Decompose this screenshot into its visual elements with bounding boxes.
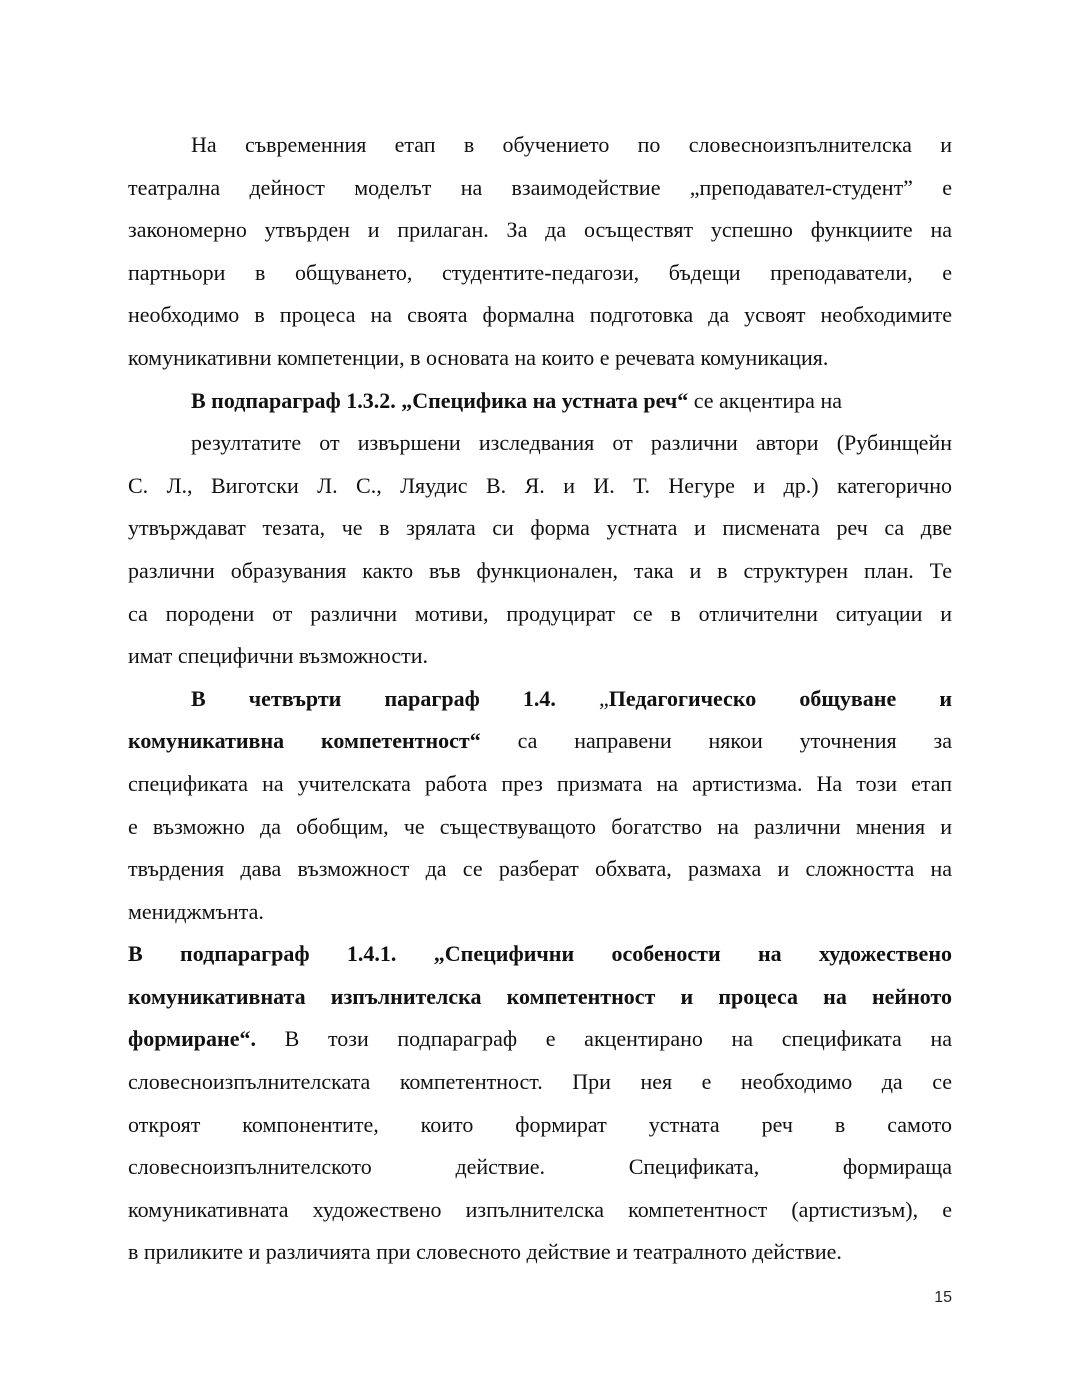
text-run: В този подпараграф е акцентирано на спецификата на [255, 1026, 952, 1052]
text-line: е възможно да обобщим, че съществуващото богатство на различни мнения и [128, 813, 952, 839]
text-line: С. Л., Виготски Л. С., Ляудис В. Я. и И. Т. Негуре и др.) категорично [128, 472, 952, 498]
text-line: словесноизпълнителското действие. Спецификата, формираща [128, 1154, 952, 1180]
subsection-heading: комуникативната изпълнителска компетентност и процеса на нейното [128, 983, 952, 1009]
subsection-heading: В подпараграф 1.4.1. „Специфични особености на художествено [128, 941, 952, 967]
text-line: утвърждават тезата, че в зрялата си форма устната и писмената реч са две [128, 515, 952, 541]
text-line: резултатите от извършени изследвания от различни автори (Рубинщейн [191, 430, 952, 456]
text-run: „ [555, 685, 609, 711]
text-line: На съвременния етап в обучението по словесноизпълнителска и [191, 132, 952, 157]
text-run: се акцентира на [688, 387, 842, 413]
text-line: имат специфични възможности. [128, 643, 428, 669]
paragraph-3 [128, 678, 952, 934]
text-line: комуникативни компетенции, в основата на които е речевата комуникация. [128, 344, 829, 370]
text-line: комуникативната художествено изпълнителска компетентност (артистизъм), е [128, 1196, 952, 1222]
section-heading: В четвърти параграф 1.4. [191, 685, 556, 711]
page-number: 15 [934, 1289, 952, 1306]
text-line: закономерно утвърден и прилаган. За да осъществят успешно функциите на [128, 217, 952, 243]
text-line: спецификата на учителската работа през призмата на артистизма. На този етап [128, 770, 952, 796]
text-line: твърдения дава възможност да се разберат обхвата, размаха и сложността на [128, 856, 952, 882]
text-run: са направени някои уточнения за [480, 728, 952, 754]
text-line: партньори в общуването, студентите-педагози, бъдещи преподаватели, е [128, 259, 952, 285]
text-line: в приликите и различията при словесното действие и театралното действие. [128, 1239, 842, 1265]
text-line: различни образувания както във функционален, така и в структурен план. Те [128, 557, 952, 583]
subsection-heading-line [128, 933, 952, 976]
section-heading-line [128, 720, 952, 763]
section-heading-title: Педагогическо общуване и [608, 685, 952, 711]
text-line: са породени от различни мотиви, продуцират се в отличителни ситуации и [128, 600, 952, 626]
section-heading-title: комуникативна компетентност“ [128, 728, 481, 754]
subsection-heading: В подпараграф 1.3.2. „Специфика на устната реч“ [191, 387, 689, 413]
text-line: словесноизпълнителската компетентност. При нея е необходимо да се [128, 1069, 952, 1095]
subsection-heading-line [128, 1018, 952, 1061]
body-text [128, 124, 952, 1274]
paragraph-4 [128, 933, 952, 1274]
text-line: мениджмънта. [128, 898, 264, 924]
subsection-heading: формиране“. [128, 1026, 256, 1052]
text-line: театрална дейност моделът на взаимодействие „преподавател-студент” е [128, 174, 952, 200]
paragraph-2 [128, 380, 952, 678]
paragraph-1 [128, 124, 952, 380]
text-line: откроят компонентите, които формират устната реч в самото [128, 1111, 952, 1137]
section-heading-line [128, 678, 952, 721]
subsection-heading-line [128, 380, 952, 423]
text-line: необходимо в процеса на своята формална подготовка да усвоят необходимите [128, 302, 952, 328]
subsection-heading-line [128, 976, 952, 1019]
